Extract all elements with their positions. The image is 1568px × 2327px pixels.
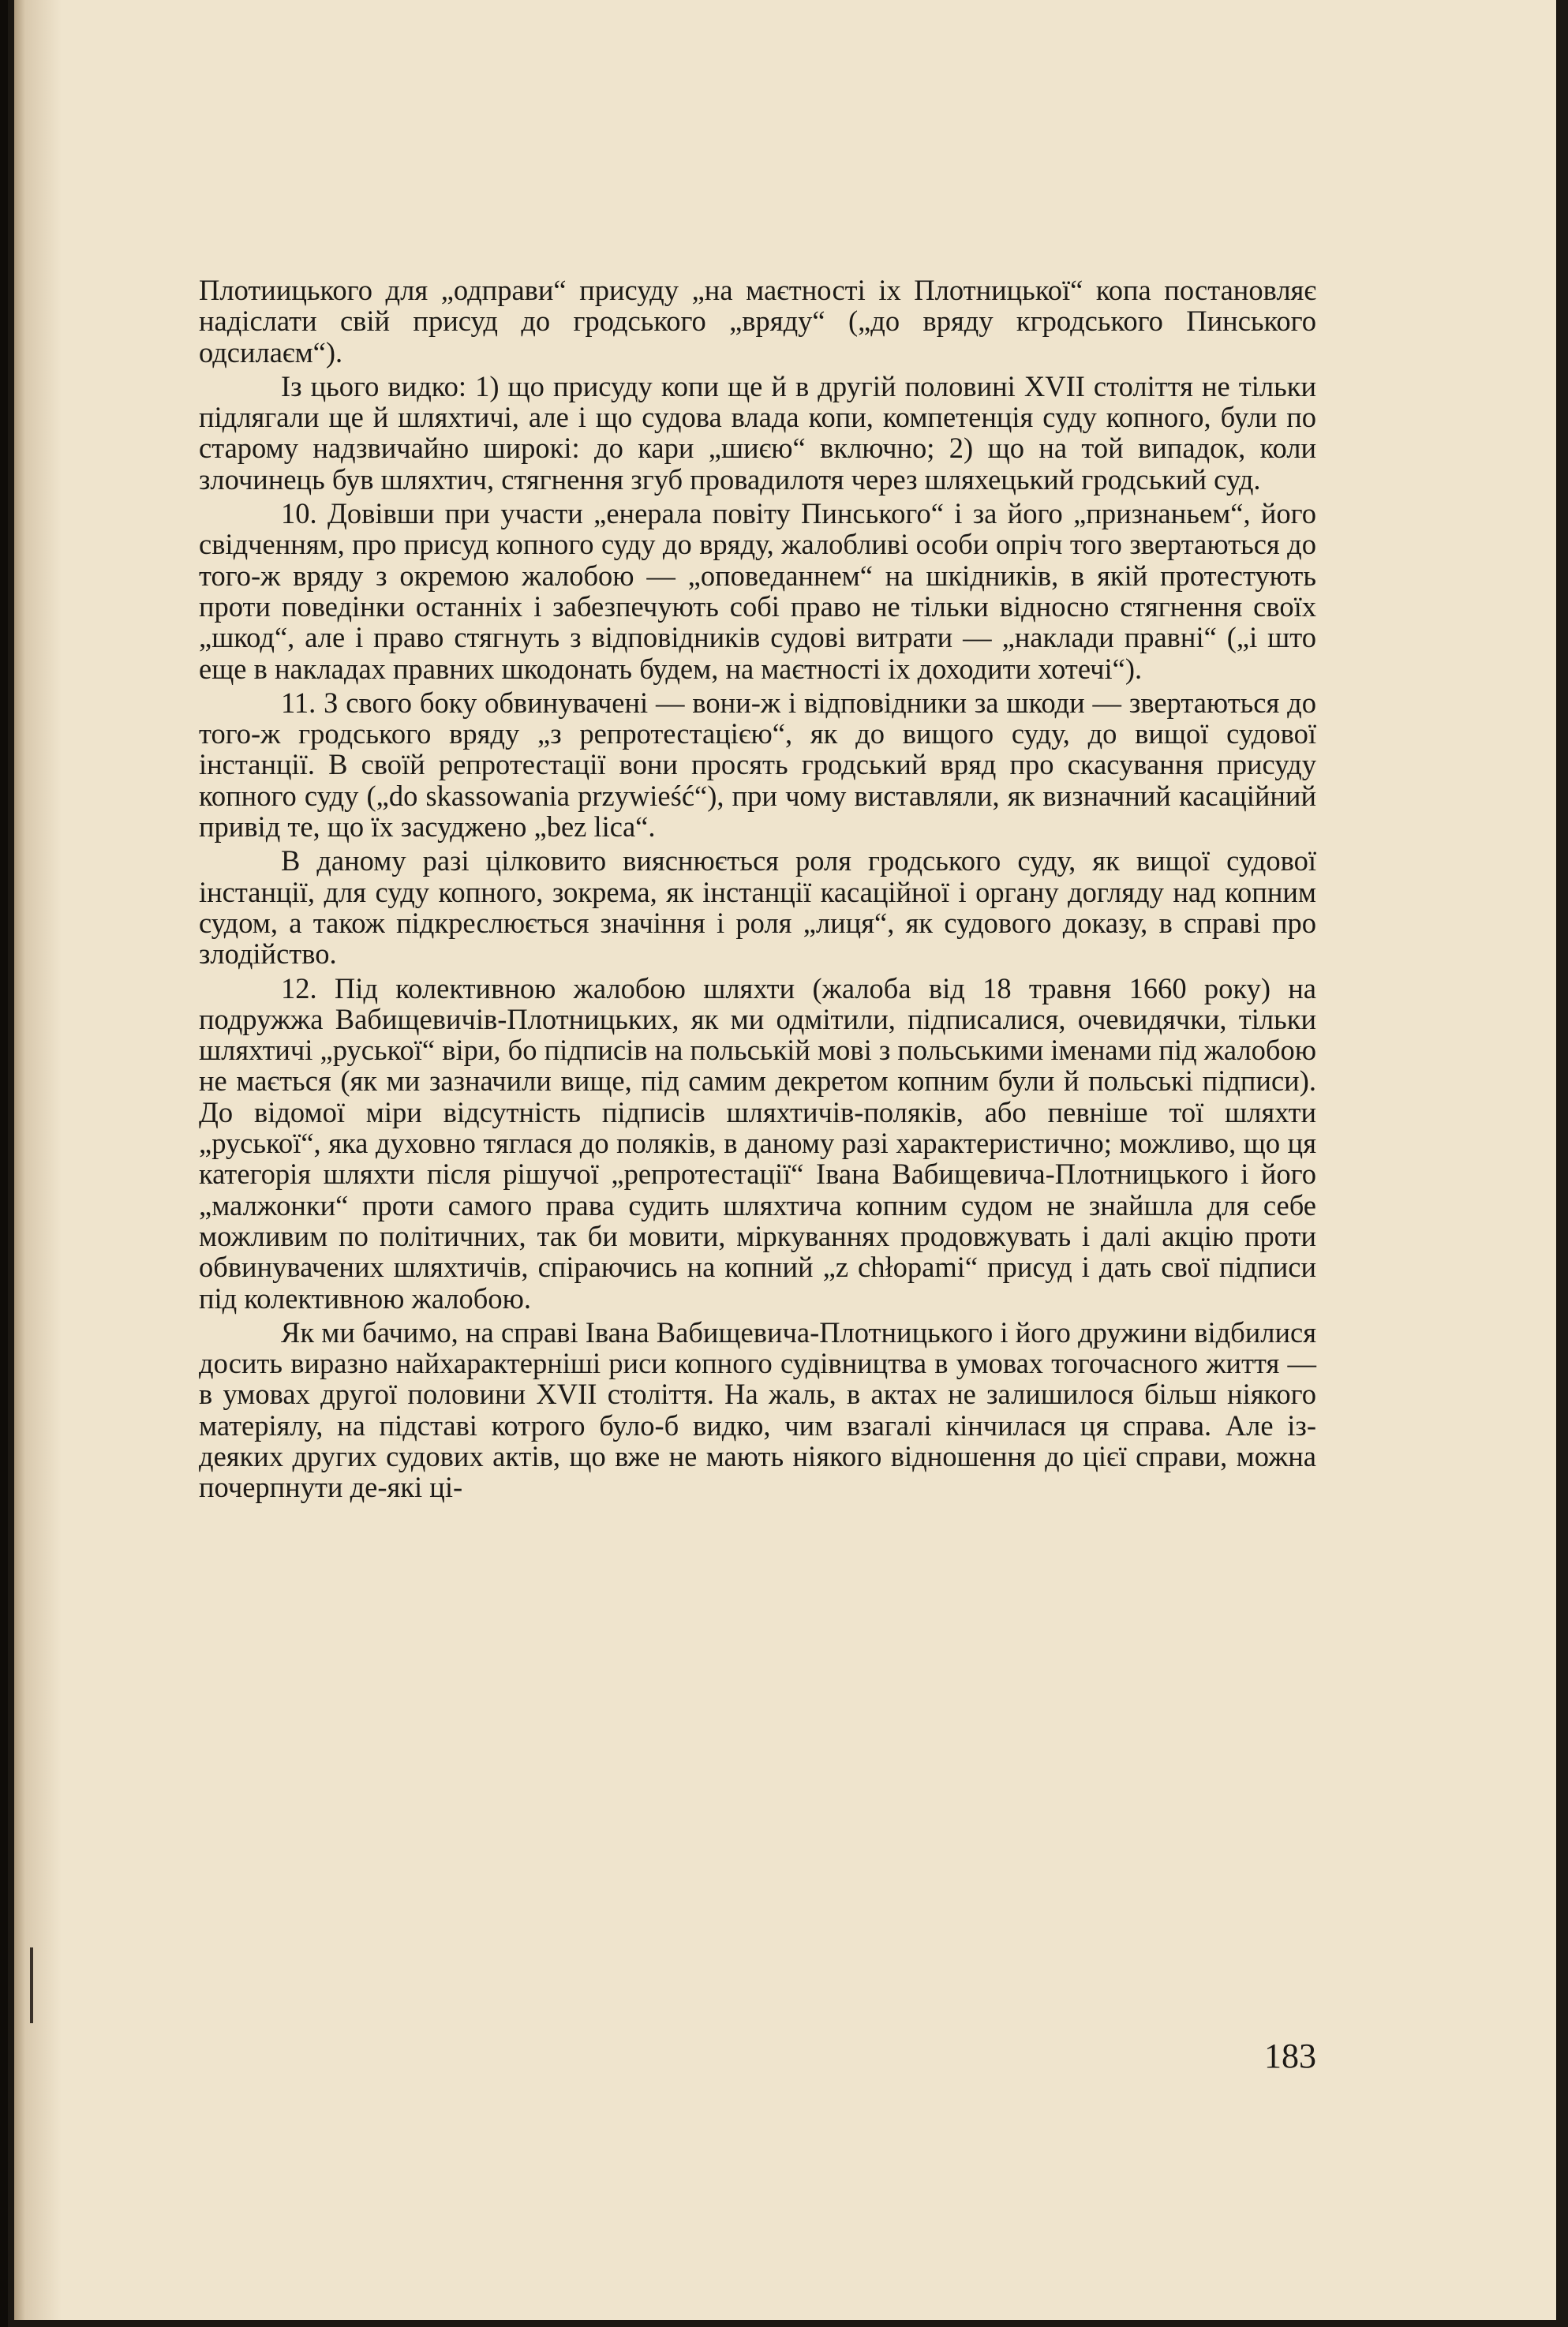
paragraph-3: 10. Довівши при участи „енерала повіту Пинського“ і за його „признаньем“, його свідченням, про присуд копного суду до вряду, жалобливі особи опріч того звертаються до того-ж вряду з окремою жалобою — „оповеданнем“ на шкідників, в якій протестують проти поведінки останніх і забезпечують собі право не тільки відносно стягнення своїх „шкод“, але і право стягнуть з відповідників судові витрати — „наклади правні“ („і што еще в накладах правних шкодонать будем, на маєтності іх доходити хотечі“). [199, 497, 1316, 685]
paragraph-4: 11. З свого боку обвинувачені — вони-ж і відповідники за шкоди — звертаються до того-ж гродського вряду „з репротестацією“, як до вищого суду, до вищої судової інстанції. В своїй репротестації вони просять гродський вряд про скасування присуду копного суду („do skassowania przywieść“), при чому виставляли, як визначний касаційний привід те, що їх засуджено „bez lica“. [199, 686, 1316, 844]
paragraph-7: Як ми бачимо, на справі Івана Вабищевича-Плотницького і його дружини відбилися досить виразно найхарактерніші риси копного судівництва в умовах тогочасного життя — в умовах другої половини XVII століття. На жаль, в актах не залишилося більш ніякого матеріялу, на підставі котрого було-б видко, чим взагалі кінчилася ця справа. Але із-деяких других судових актів, що вже не мають ніякого відношення до цієї справи, можна почерпнути де-які ці- [199, 1315, 1316, 1504]
paragraph-1: Плотиицького для „одправи“ присуду „на маєтності іх Плотницької“ копа постановляє надіслати свій присуд до гродського „вряду“ („до вряду кгродського Пинського одсилаєм“). [199, 274, 1316, 369]
book-page [14, 0, 1556, 2320]
body-text [199, 275, 1316, 1503]
book-spine-shadow [0, 0, 8, 2327]
paragraph-2: Із цього видко: 1) що присуду копи ще й в другій половині XVII століття не тільки підлягали ще й шляхтичі, але і що судова влада копи, компетенція суду копного, були по старому надзвичайно широкі: до кари „шиєю“ включно; 2) що на той випадок, коли злочинець був шляхтич, стягнення згуб провадилотя через шляхецький гродський суд. [199, 369, 1316, 496]
paragraph-5: В даному разі цілковито вияснюється роля гродського суду, як вищої судової інстанції, для суду копного, зокрема, як інстанції касаційної і органу догляду над копним судом, а також підкреслюється значіння і роля „лиця“, як судового доказу, в справі про злодійство. [199, 844, 1316, 971]
paragraph-6: 12. Під колективною жалобою шляхти (жалоба від 18 травня 1660 року) на подружжа Вабищевичів-Плотницьких, як ми одмітили, підписалися, очевидячки, тільки шляхтичі „руської“ віри, бо підписів на польській мові з польськими іменами під жалобою не мається (як ми зазначили вище, під самим декретом копним були й польські підписи). До відомої міри відсутність підписів шляхтичів-поляків, або певніше тої шляхти „руської“, яка духовно тяглася до поляків, в даному разі характеристично; можливо, що ця категорія шляхти після рішучої „репротестації“ Івана Вабищевича-Плотницького і його „малжонки“ проти самого права судить шляхтича копним судом не знайшла для себе можливим по політичних, так би мовити, міркуваннях продовжувать і далі акцію проти обвинувачених шляхтичів, спіраючись на копний „z chłopami“ присуд і дать свої підписи під колективною жалобою. [199, 971, 1316, 1315]
margin-mark [30, 1947, 33, 2023]
page-number: 183 [1264, 2037, 1316, 2075]
